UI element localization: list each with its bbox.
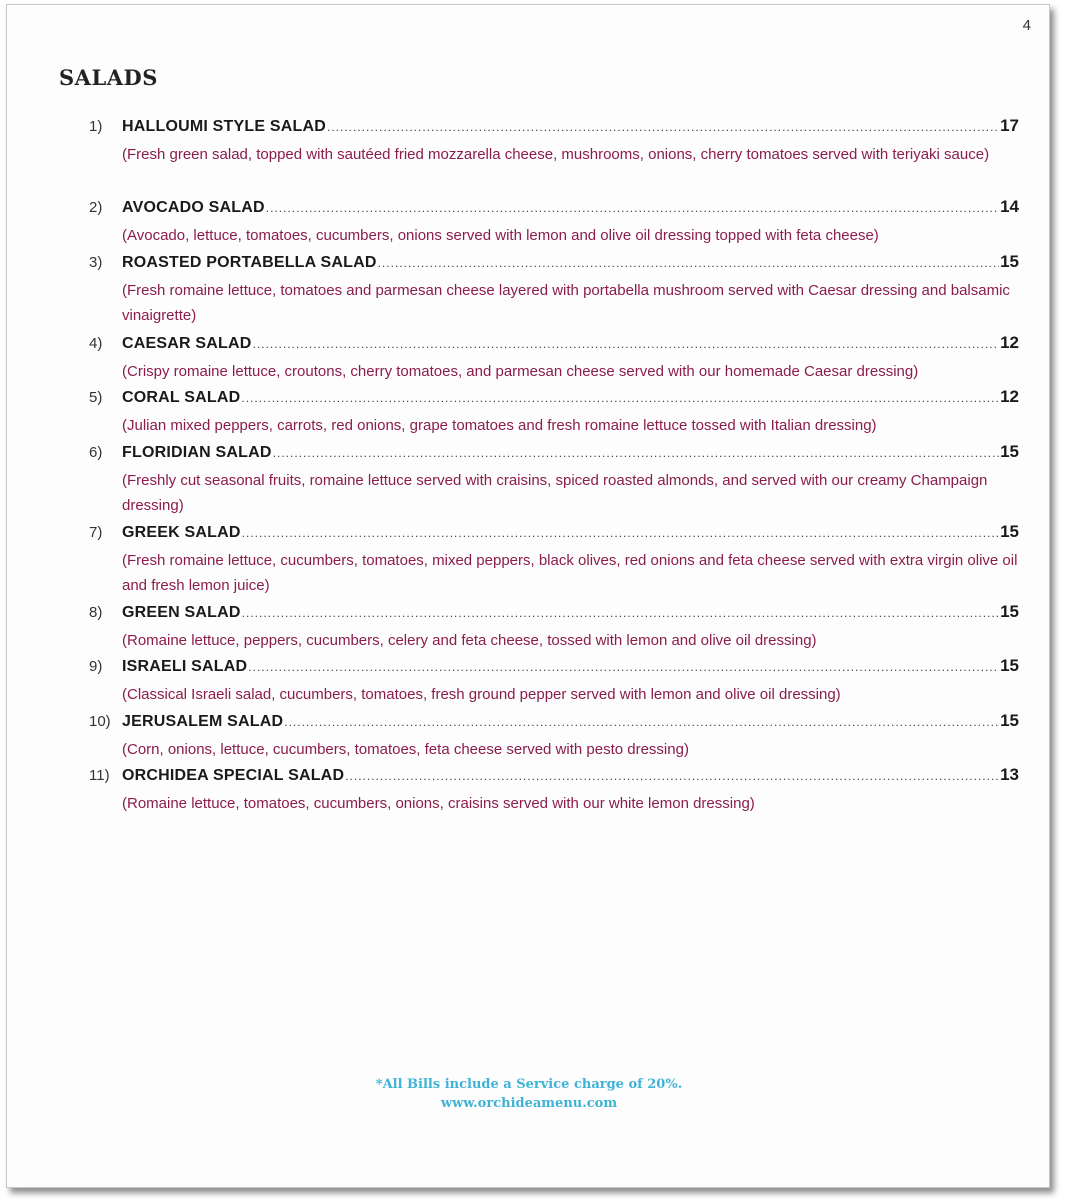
item-description: (Corn, onions, lettuce, cucumbers, tomatoes, feta cheese served with pesto dressing) [122,741,689,758]
dot-leader [266,197,999,219]
footer [7,1075,1051,1113]
item-price: 12 [1000,333,1019,352]
item-name: GREEK SALAD [122,524,241,541]
dot-leader [345,765,999,787]
menu-item [89,441,1019,518]
dot-leader [242,522,999,544]
item-name: HALLOUMI STYLE SALAD [122,118,326,135]
item-price: 17 [1000,116,1019,135]
item-name: CAESAR SALAD [122,335,252,352]
item-price: 15 [1000,656,1019,675]
item-name: AVOCADO SALAD [122,199,265,216]
dot-leader [242,602,999,624]
item-description: (Fresh romaine lettuce, cucumbers, tomatoes, mixed peppers, black olives, red onions and feta cheese served with extra virgin olive oil and fresh lemon juice) [122,552,1018,594]
item-price: 12 [1000,387,1019,406]
item-description: (Fresh romaine lettuce, tomatoes and parmesan cheese layered with portabella mushroom served with Caesar dressing and balsamic vinaigrette) [122,282,1010,324]
item-name: GREEN SALAD [122,604,241,621]
item-description: (Avocado, lettuce, tomatoes, cucumbers, onions served with lemon and olive oil dressing topped with feta cheese) [122,227,879,244]
item-number: 1) [89,118,103,135]
menu-item [89,332,1019,384]
item-number: 3) [89,254,103,271]
menu-item [89,655,1019,707]
menu-item [89,601,1019,653]
item-description: (Freshly cut seasonal fruits, romaine lettuce served with craisins, spiced roasted almonds, and served with our creamy Champaign dressing) [122,472,988,514]
menu-page [6,4,1050,1188]
dot-leader [253,333,1000,355]
item-price: 15 [1000,602,1019,621]
menu-item [89,251,1019,328]
item-name: JERUSALEM SALAD [122,713,284,730]
item-price: 15 [1000,711,1019,730]
item-name: ISRAELI SALAD [122,658,248,675]
item-description: (Crispy romaine lettuce, croutons, cherry tomatoes, and parmesan cheese served with our homemade Caesar dressing) [122,363,919,380]
dot-leader [327,116,999,138]
item-number: 9) [89,658,103,675]
item-name: CORAL SALAD [122,389,241,406]
item-description: (Julian mixed peppers, carrots, red onions, grape tomatoes and fresh romaine lettuce tossed with Italian dressing) [122,417,877,434]
menu-item [89,196,1019,248]
website-link[interactable]: www.orchideamenu.com [440,1096,618,1111]
item-price: 14 [1000,197,1019,216]
item-number: 8) [89,604,103,621]
item-description: (Romaine lettuce, peppers, cucumbers, celery and feta cheese, tossed with lemon and olive oil dressing) [122,632,817,649]
item-number: 7) [89,524,103,541]
item-number: 2) [89,199,103,216]
dot-leader [241,387,999,409]
item-name: ORCHIDEA SPECIAL SALAD [122,767,345,784]
item-number: 6) [89,444,103,461]
item-name: ROASTED PORTABELLA SALAD [122,254,377,271]
item-price: 15 [1000,442,1019,461]
item-description: (Classical Israeli salad, cucumbers, tomatoes, fresh ground pepper served with lemon and olive oil dressing) [122,686,841,703]
item-name: FLORIDIAN SALAD [122,444,272,461]
item-number: 4) [89,335,103,352]
dot-leader [248,656,999,678]
item-description: (Romaine lettuce, tomatoes, cucumbers, onions, craisins served with our white lemon dressing) [122,795,755,812]
menu-item [89,115,1019,167]
item-price: 13 [1000,765,1019,784]
item-number: 5) [89,389,103,406]
menu-item [89,764,1019,816]
page-number: 4 [1022,17,1031,34]
item-number: 10) [89,713,111,730]
section-title: SALADS [59,65,158,90]
service-charge-note: *All Bills include a Service charge of 20%. [375,1077,683,1092]
item-description: (Fresh green salad, topped with sautéed fried mozzarella cheese, mushrooms, onions, cherry tomatoes served with teriyaki sauce) [122,146,990,163]
dot-leader [273,442,999,464]
item-price: 15 [1000,252,1019,271]
menu-item [89,521,1019,598]
menu-item [89,386,1019,438]
item-number: 11) [89,767,110,784]
menu-item [89,710,1019,762]
dot-leader [284,711,999,733]
dot-leader [378,252,1000,274]
item-price: 15 [1000,522,1019,541]
